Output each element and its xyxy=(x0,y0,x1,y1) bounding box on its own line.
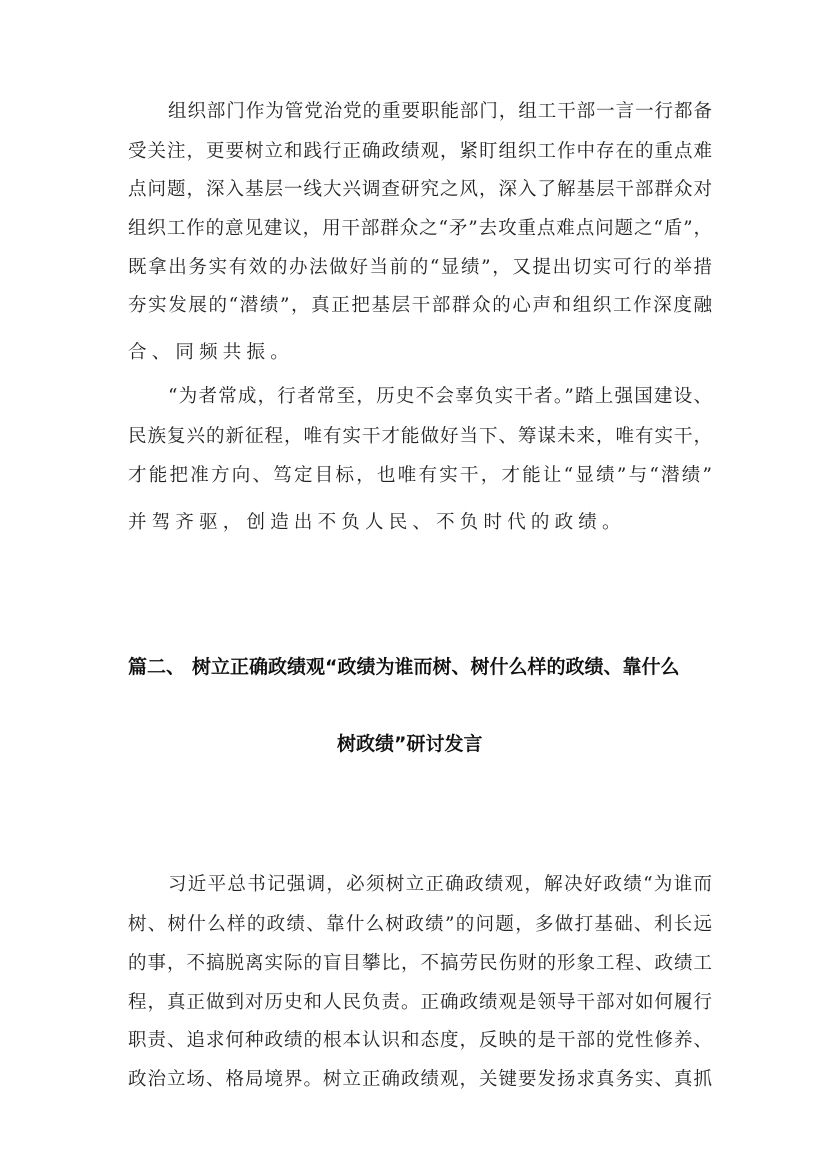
text-line: 组织工作的意见建议，用干部群众之“矛”去攻重点难点问题之“盾”， xyxy=(128,218,712,239)
text-line: 政治立场、格局境界。树立正确政绩观，关键要发扬求真务实、真抓 xyxy=(128,1069,712,1090)
text-line: 夯实发展的“潜绩”，真正把基层干部群众的心声和组织工作深度融 xyxy=(128,295,712,316)
text-line: 树、树什么样的政绩、靠什么树政绩”的问题，多做打基础、利长远 xyxy=(128,914,712,935)
section-title-line-2: 树政绩”研讨发言 xyxy=(337,733,483,755)
text-line: 习近平总书记强调，必须树立正确政绩观，解决好政绩“为谁而 xyxy=(168,874,712,895)
text-line: 既拿出务实有效的办法做好当前的“显绩”，又提出切实可行的举措 xyxy=(128,257,712,278)
text-line: 才能把准方向、笃定目标，也唯有实干，才能让“显绩”与“潜绩” xyxy=(128,465,712,486)
text-line: 的事，不搞脱离实际的盲目攀比，不搞劳民伤财的形象工程、政绩工 xyxy=(128,953,712,974)
section-title-line-1: 树立正确政绩观“政绩为谁而树、树什么样的政绩、靠什么 xyxy=(192,656,680,678)
text-line: 合、同频共振。 xyxy=(128,342,294,363)
text-line: 组织部门作为管党治党的重要职能部门，组工干部一言一行都备 xyxy=(168,101,712,122)
text-line: 程，真正做到对历史和人民负责。正确政绩观是领导干部对如何履行 xyxy=(128,992,712,1013)
text-line: “为者常成，行者常至，历史不会辜负实干者。”踏上强国建设、 xyxy=(168,386,712,407)
text-line: 民族复兴的新征程，唯有实干才能做好当下、筹谋未来，唯有实干， xyxy=(128,426,712,447)
section-number: 篇二、 xyxy=(128,656,186,678)
text-line: 职责、追求何种政绩的根本认识和态度，反映的是干部的党性修养、 xyxy=(128,1030,712,1051)
text-line: 受关注，更要树立和践行正确政绩观，紧盯组织工作中存在的重点难 xyxy=(128,141,712,162)
text-line: 点问题，深入基层一线大兴调查研究之风，深入了解基层干部群众对 xyxy=(128,179,712,200)
text-line: 并驾齐驱，创造出不负人民、不负时代的政绩。 xyxy=(128,512,626,533)
